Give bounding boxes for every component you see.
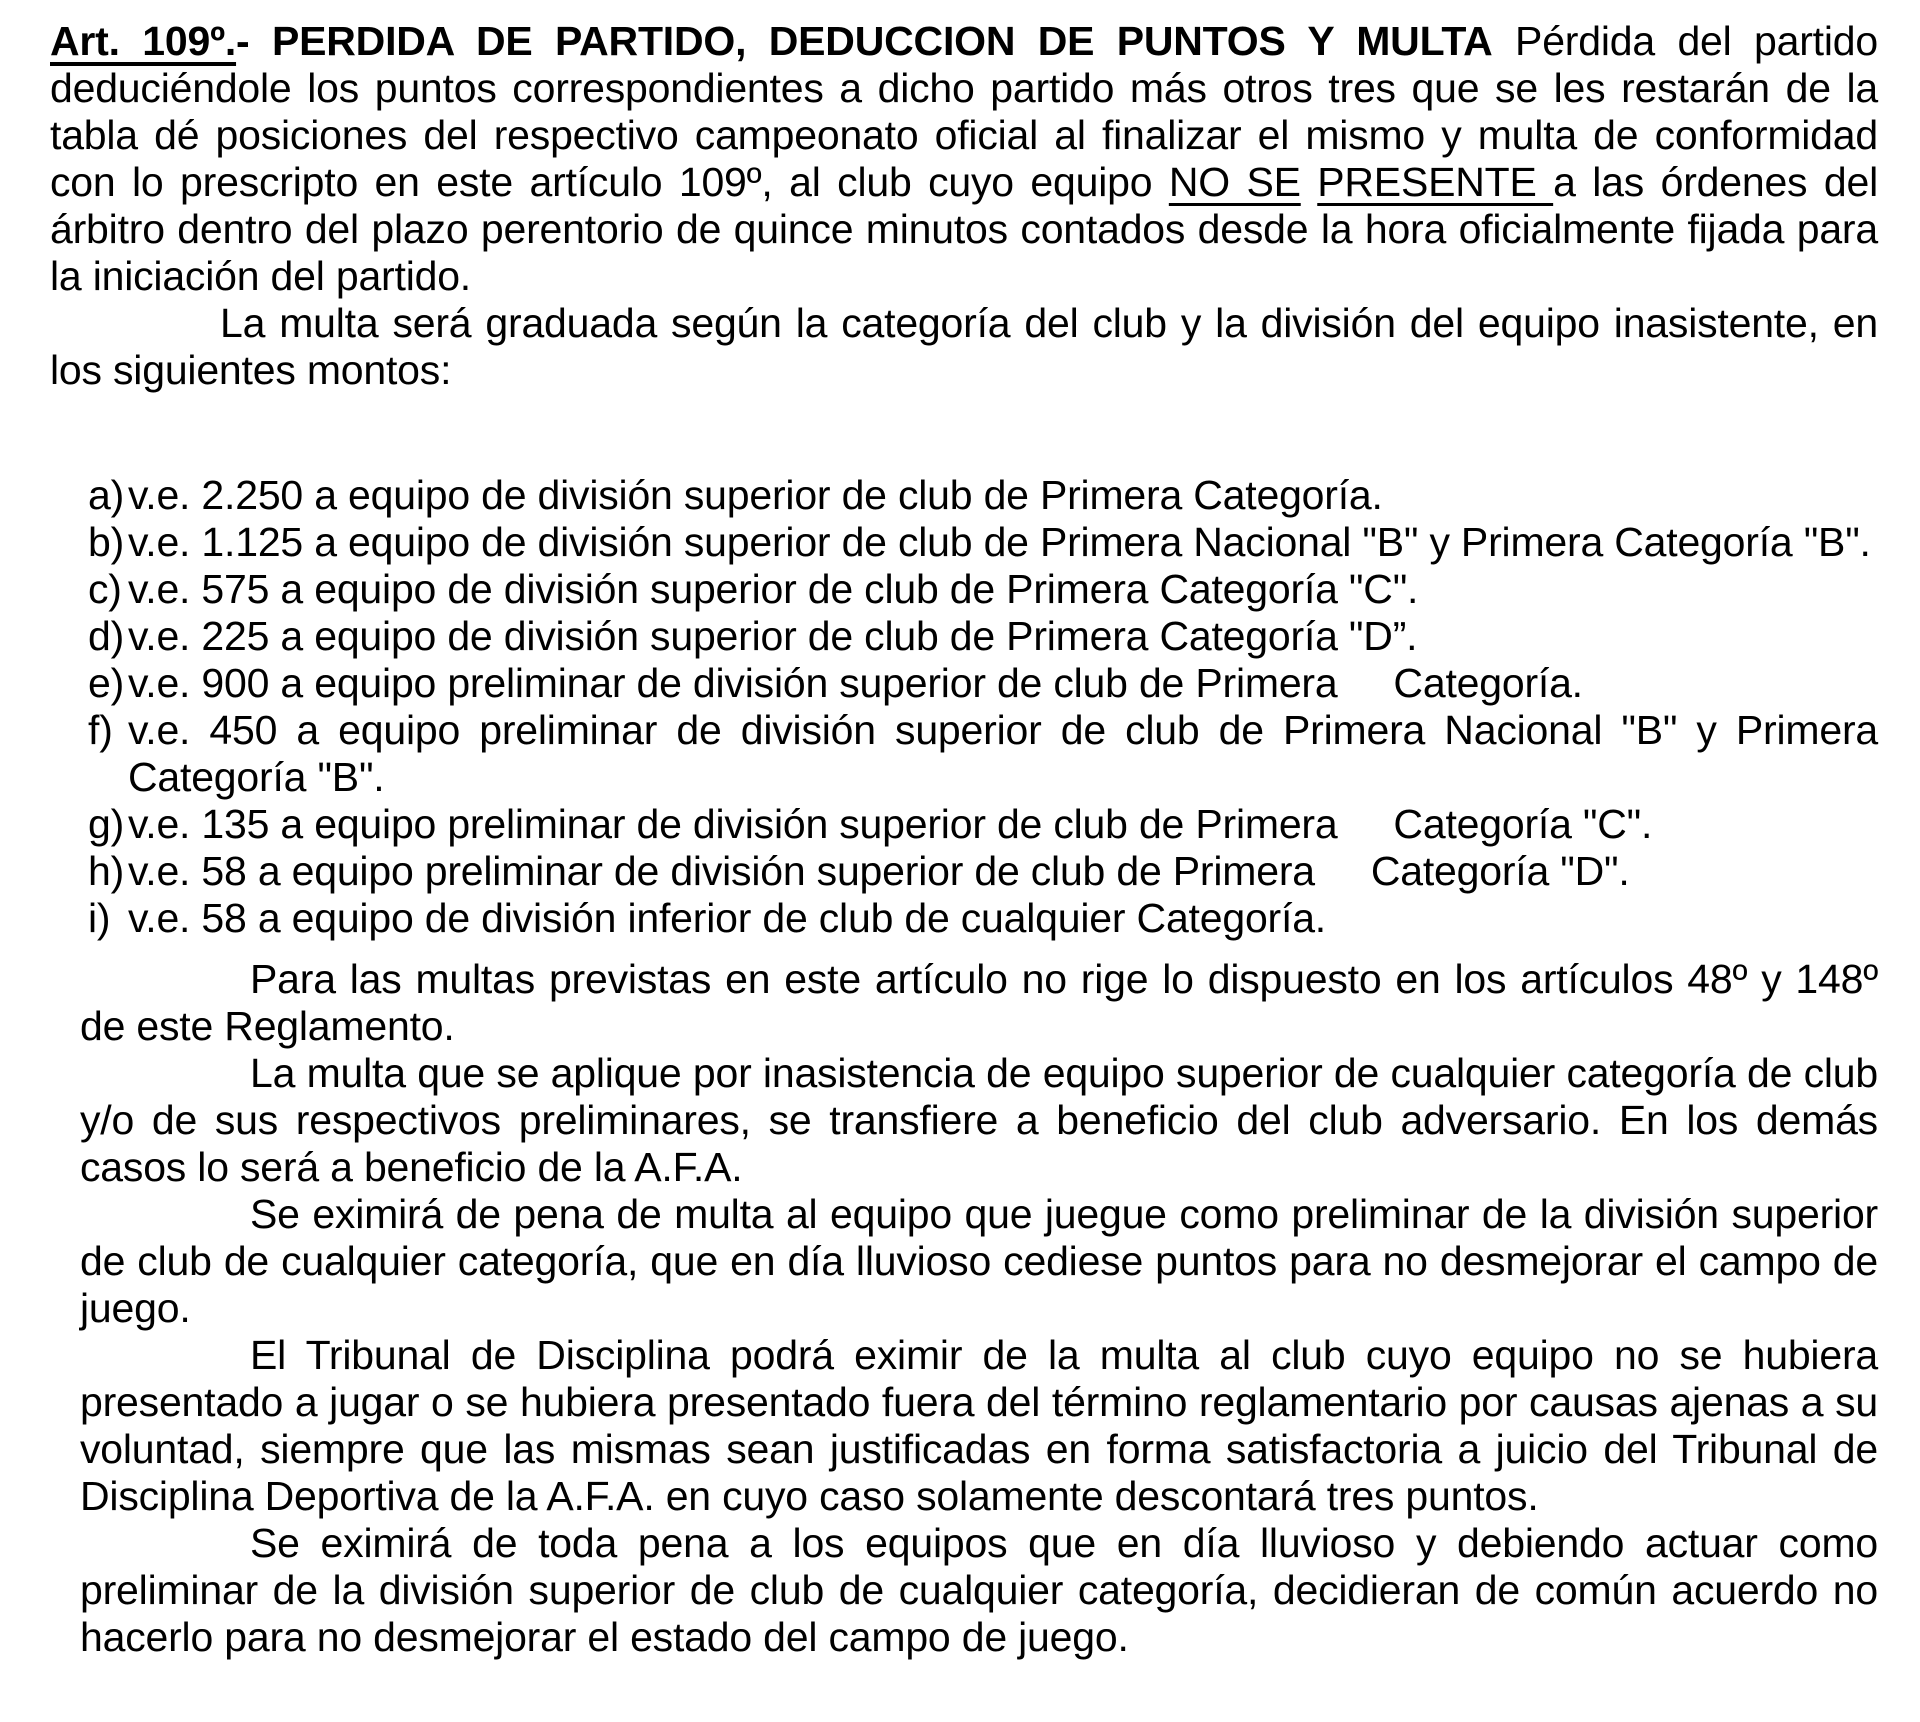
fine-list-item-b: [88, 519, 1878, 566]
fine-list-item-f: [88, 707, 1878, 801]
fine-item-label: c): [88, 566, 122, 612]
fine-item-text: v.e. 575 a equipo de división superior de club de Primera Categoría "C".: [128, 566, 1419, 612]
closing-paragraph-1: Para las multas previstas en este artículo no rige lo dispuesto en los artículos 48º y 148º de este Reglamento.: [80, 956, 1878, 1049]
closing-paragraph-4: El Tribunal de Disciplina podrá eximir de la multa al club cuyo equipo no se hubiera presentado a jugar o se hubiera presentado fuera del término reglamentario por causas ajenas a su voluntad, siempre que las mismas sean justificadas en forma satisfactoria a juicio del Tribunal de Disciplina Deportiva de la A.F.A. en cuyo caso solamente descontará tres puntos.: [80, 1332, 1878, 1519]
fine-item-label: d): [88, 613, 125, 659]
fine-list-item-h: [88, 848, 1878, 895]
fine-item-label: b): [88, 519, 125, 565]
fine-list-item-g: [88, 801, 1878, 848]
fine-item-text: v.e. 225 a equipo de división superior de club de Primera Categoría "D”.: [128, 613, 1418, 659]
article-intro-text-post: a las órdenes del árbitro dentro del plazo perentorio de quince minutos contados desde la hora oficialmente fijada para la iniciación del partido.: [50, 159, 1878, 299]
article-intro-text-pre: Pérdida del partido deduciéndole los puntos correspondientes a dicho partido más otros tres que se les restarán de la tabla dé posiciones del respectivo campeonato oficial al finalizar el mismo y multa de conformidad con lo prescripto en este artículo 109º, al club cuyo equipo: [50, 18, 1878, 205]
fine-list-item-d: [88, 613, 1878, 660]
fine-item-text: v.e. 135 a equipo preliminar de división superior de club de Primera Categoría "C".: [128, 801, 1653, 847]
fine-item-text: v.e. 1.125 a equipo de división superior de club de Primera Nacional "B" y Primera Categoría "B".: [128, 519, 1871, 565]
fine-item-label: g): [88, 801, 125, 847]
underlined-phrase-presente: PRESENTE: [1317, 159, 1554, 205]
fine-list-item-c: [88, 566, 1878, 613]
fine-item-text: v.e. 450 a equipo preliminar de división superior de club de Primera Nacional "B" y Primera Categoría "B".: [128, 707, 1878, 800]
fine-item-label: f): [88, 707, 113, 753]
fine-list-item-a: [88, 472, 1878, 519]
fine-item-label: h): [88, 848, 125, 894]
fine-item-text: v.e. 900 a equipo preliminar de división superior de club de Primera Categoría.: [128, 660, 1583, 706]
fine-list-item-i: [88, 895, 1878, 942]
article-intro-paragraph: [50, 18, 1878, 300]
closing-paragraph-3: Se eximirá de pena de multa al equipo que juegue como preliminar de la división superior de club de cualquier categoría, que en día lluvioso cediese puntos para no desmejorar el campo de juego.: [80, 1191, 1878, 1331]
fine-item-label: a): [88, 472, 125, 518]
phrase-separator: [1301, 159, 1318, 205]
fine-item-text: v.e. 58 a equipo preliminar de división superior de club de Primera Categoría "D".: [128, 848, 1630, 894]
closing-paragraph-2: La multa que se aplique por inasistencia de equipo superior de cualquier categoría de club y/o de sus respectivos preliminares, se transfiere a beneficio del club adversario. En los demás casos lo será a beneficio de la A.F.A.: [80, 1050, 1878, 1190]
article-number: Art. 109º.: [50, 18, 237, 64]
fine-item-label: i): [88, 895, 111, 941]
underlined-phrase-no-se: NO SE: [1168, 159, 1301, 205]
fine-list-item-e: [88, 660, 1878, 707]
closing-paragraph-5: Se eximirá de toda pena a los equipos que en día lluvioso y debiendo actuar como preliminar de la división superior de club de cualquier categoría, decidieran de común acuerdo no hacerlo para no desmejorar el estado del campo de juego.: [80, 1520, 1878, 1660]
fine-item-text: v.e. 2.250 a equipo de división superior de club de Primera Categoría.: [128, 472, 1383, 518]
fines-intro-paragraph: La multa será graduada según la categoría del club y la división del equipo inasistente, en los siguientes montos:: [50, 300, 1878, 393]
fine-schedule-list: [88, 472, 1878, 942]
closing-paragraphs: [80, 956, 1878, 1661]
fine-item-text: v.e. 58 a equipo de división inferior de club de cualquier Categoría.: [128, 895, 1326, 941]
fine-item-label: e): [88, 660, 125, 706]
article-title: - PERDIDA DE PARTIDO, DEDUCCION DE PUNTOS Y MULTA: [236, 18, 1493, 64]
